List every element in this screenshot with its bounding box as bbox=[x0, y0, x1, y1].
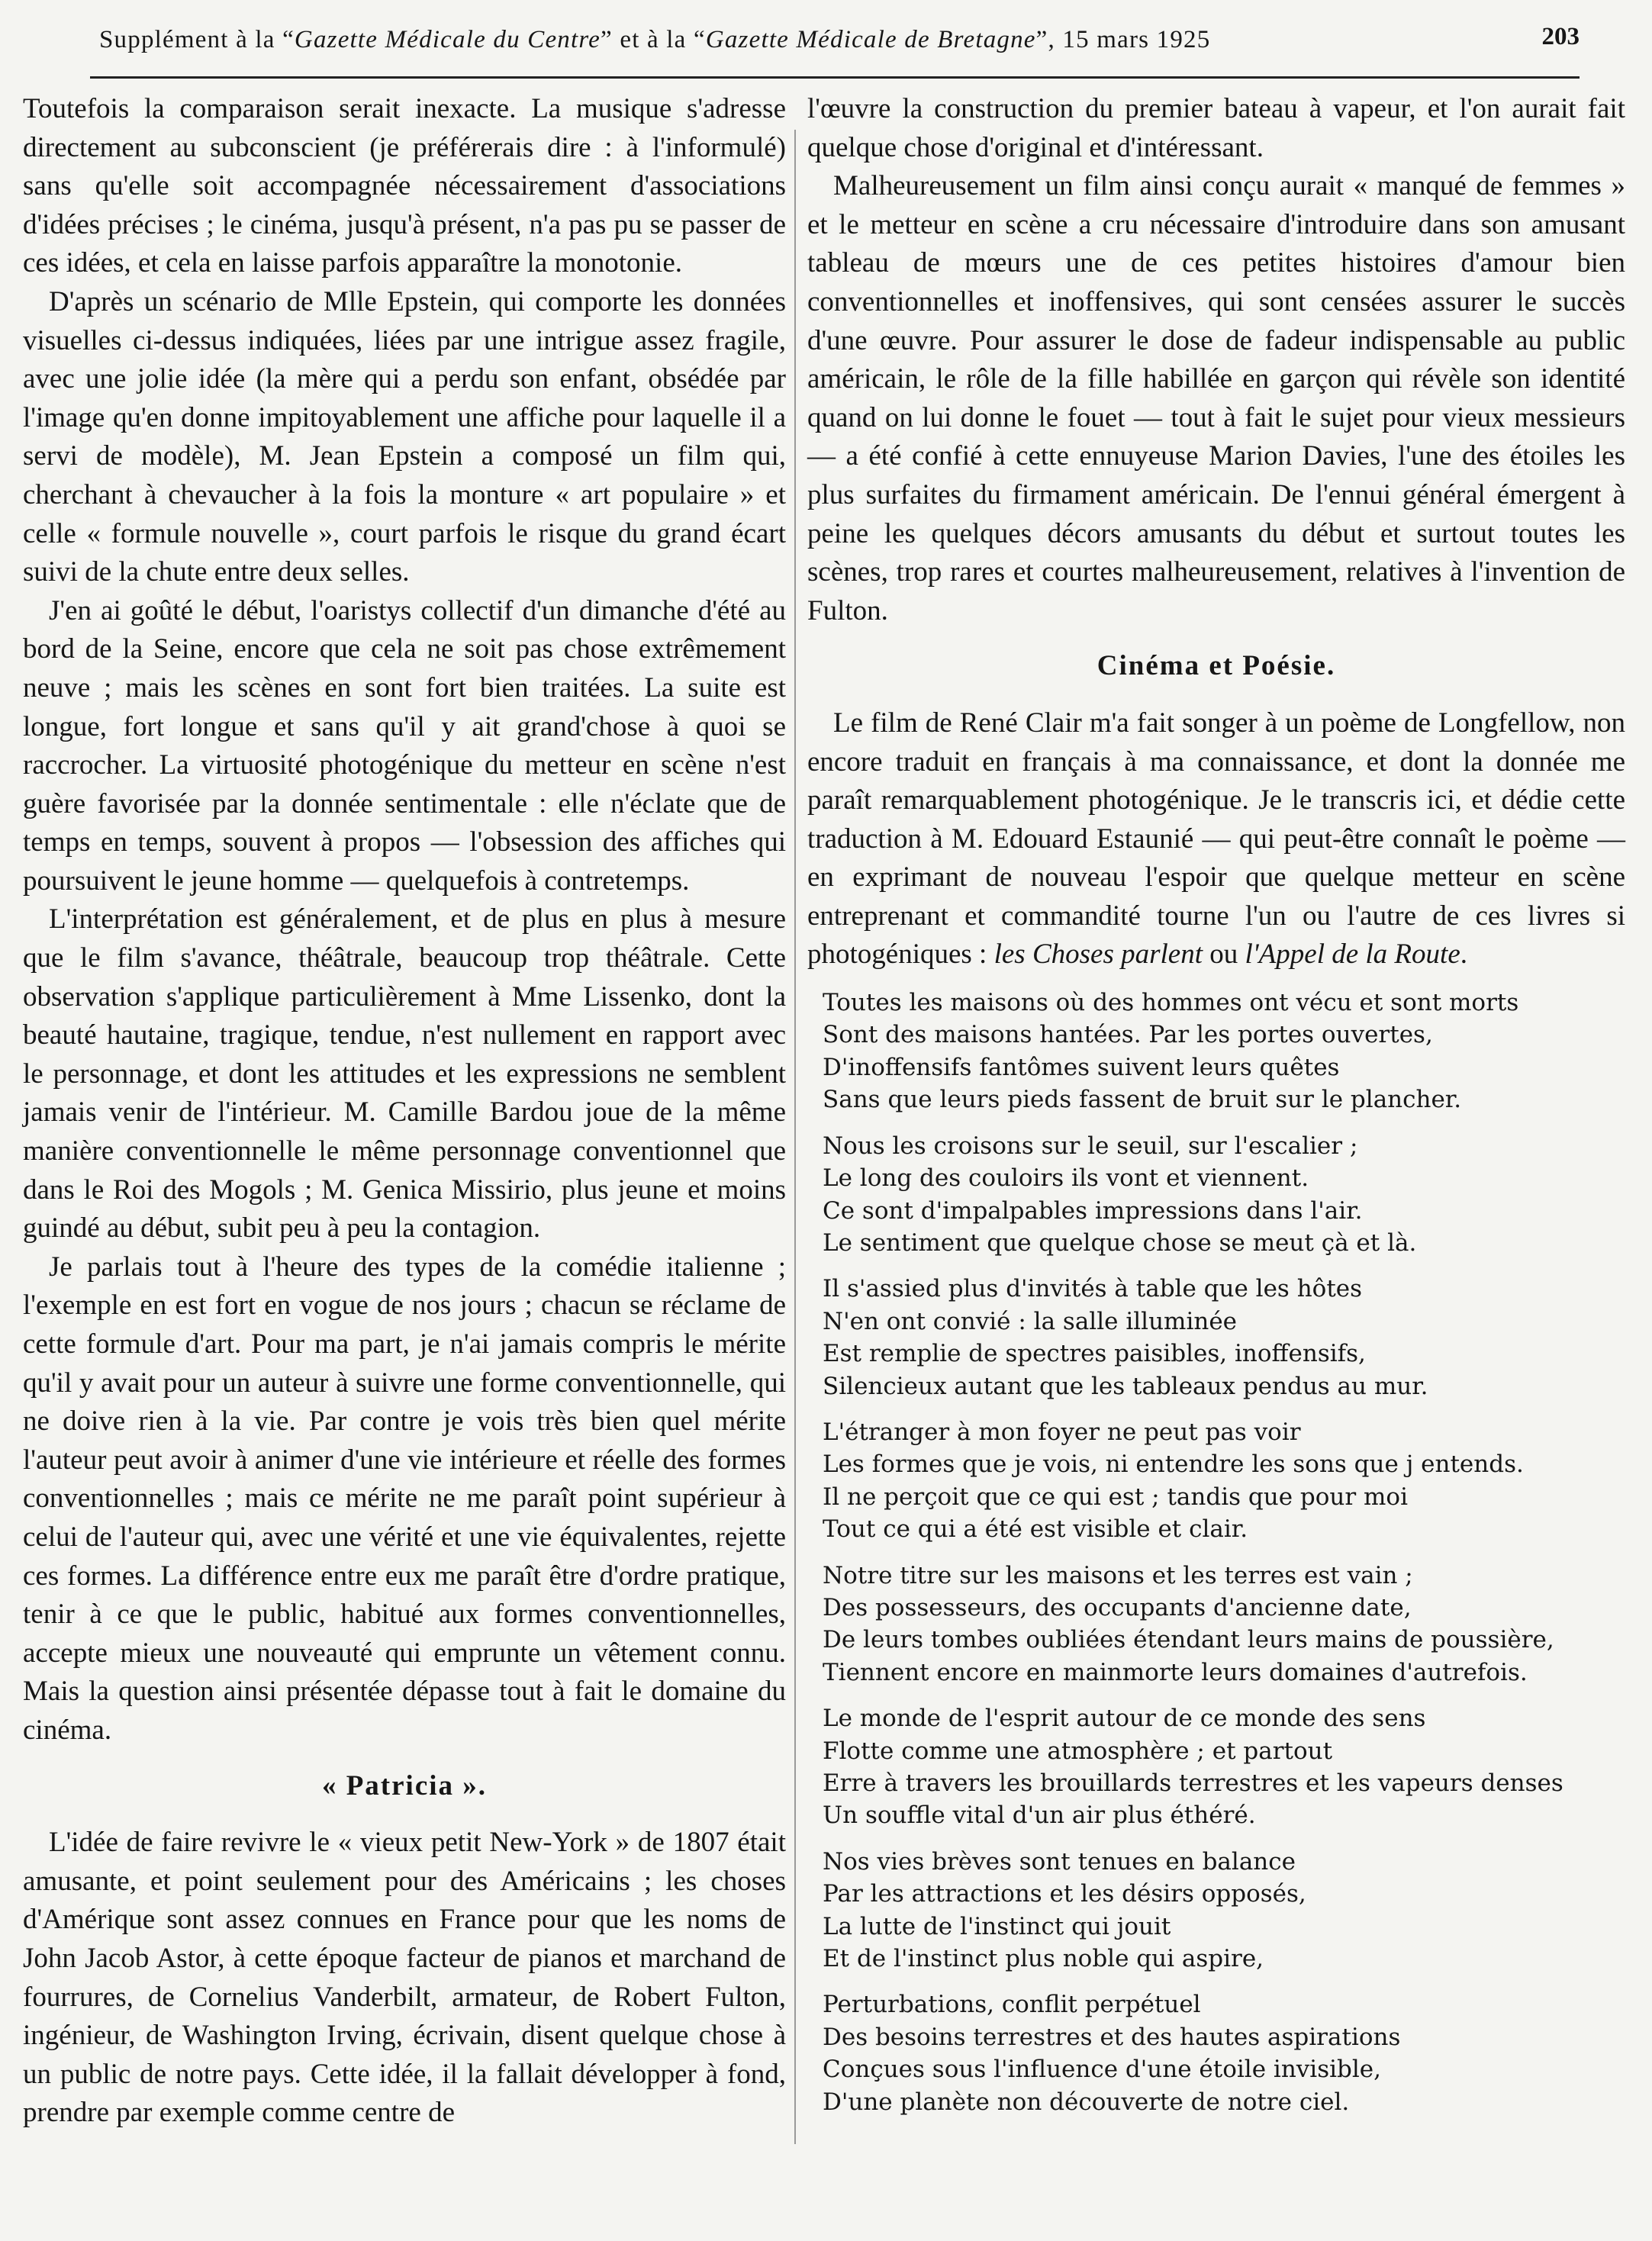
poem-stanza bbox=[823, 1416, 1625, 1546]
poem-verse: La lutte de l'instinct qui jouit bbox=[823, 1912, 1171, 1940]
poem-verse: N'en ont convié : la salle illuminée bbox=[823, 1307, 1238, 1335]
paragraph-intro-poem bbox=[807, 704, 1625, 974]
poem-verse: Tout ce qui a été est visible et clair. bbox=[823, 1515, 1248, 1544]
poem-stanza bbox=[823, 1273, 1625, 1402]
poem-verse: Les formes que je vois, ni entendre les sons que j entends. bbox=[823, 1451, 1524, 1479]
book-title: les Choses parlent bbox=[993, 939, 1203, 971]
poem-verse: Notre titre sur les maisons et les terres est vain ; bbox=[823, 1561, 1413, 1589]
poem-verse: De leurs tombes oubliées étendant leurs mains de poussière, bbox=[823, 1626, 1554, 1654]
poem-verse: Ce sont d'impalpables impressions dans l'air. bbox=[823, 1196, 1363, 1225]
poem-verse: Et de l'instinct plus noble qui aspire, bbox=[823, 1945, 1264, 1973]
poem-stanza bbox=[823, 1130, 1625, 1260]
poem-verse: Le monde de l'esprit autour de ce monde des sens bbox=[823, 1705, 1426, 1733]
poem-verse: Perturbations, conflit perpétuel bbox=[823, 1991, 1201, 2019]
issue-date: ”, 15 mars 1925 bbox=[1035, 26, 1211, 53]
journal-name-bretagne: Gazette Médicale de Bretagne bbox=[705, 26, 1036, 53]
running-header bbox=[90, 23, 1580, 79]
paragraph-text: . bbox=[1460, 939, 1467, 971]
paragraph: Malheureusement un film ainsi conçu aurait « manqué de femmes » et le metteur en scène a cru nécessaire d'introduire dans son amusant tableau de mœurs une de ces petites histoires d'amour bien conventionnelles et inoffensives, qui sont censées assurer le succès d'une œuvre. Pour assurer le dose de fadeur indispensable au public américain, le rôle de la fille habillée en garçon qui révèle son identité quand on lui donne le fouet — tout à fait le sujet pour vieux messieurs — a été confié à cette ennuyeuse Marion Davies, l'une des étoiles les plus surfaites du firmament américain. De l'ennui général émergent à peine les quelques décors amusants du début et surtout toutes les scènes, trop rares et courtes malheureusement, relatives à l'invention de Fulton. bbox=[807, 170, 1625, 626]
poem-verse: Par les attractions et les désirs opposés, bbox=[823, 1880, 1306, 1908]
paragraph-text: ou bbox=[1202, 939, 1245, 971]
poem-stanza bbox=[823, 1702, 1625, 1832]
poem-verse: Erre à travers les brouillards terrestres et les vapeurs denses bbox=[823, 1769, 1563, 1797]
poem bbox=[807, 987, 1625, 2118]
poem-verse: Toutes les maisons où des hommes ont vécu et sont morts bbox=[823, 989, 1519, 1017]
poem-verse: Le long des couloirs ils vont et viennent. bbox=[823, 1164, 1309, 1193]
poem-verse: Tiennent encore en mainmorte leurs domaines d'autrefois. bbox=[823, 1658, 1528, 1686]
poem-verse: L'étranger à mon foyer ne peut pas voir bbox=[823, 1418, 1301, 1446]
poem-stanza bbox=[823, 1846, 1625, 1975]
running-title bbox=[99, 26, 1210, 54]
paragraph-text: Le film de René Clair m'a fait songer à un poème de Longfellow, non encore traduit en français à ma connaissance, et dont la donnée me paraît remarquablement photogénique. Je le transcris ici, et dédie cette traduction à M. Edouard Estaunié — qui peut-être connaît le poème — en exprimant de nouveau l'espoir que quelque metteur en scène entreprenant et commandité tourne l'un ou l'autre de ces livres si photogéniques : bbox=[807, 707, 1625, 971]
poem-verse: D'inoffensifs fantômes suivent leurs quêtes bbox=[823, 1053, 1340, 1081]
poem-verse: Est remplie de spectres paisibles, inoffensifs, bbox=[823, 1340, 1366, 1368]
paragraph: J'en ai goûté le début, l'oaristys collectif d'un dimanche d'été au bord de la Seine, encore que cela ne soit pas chose extrêmement neuve ; mais les scènes en sont fort bien traitées. La suite est longue, fort longue et sans qu'il y ait grand'chose à quoi se raccrocher. La virtuosité photogénique du metteur en scène n'est guère favorisée par la donnée sentimentale : elle n'éclate que de temps en temps, souvent à propos — l'obsession des affiches qui poursuivent le jeune homme — quelquefois à contretemps. bbox=[23, 594, 786, 897]
book-title: l'Appel de la Route bbox=[1245, 939, 1460, 971]
poem-verse: D'une planète non découverte de notre ciel. bbox=[823, 2088, 1350, 2116]
column-rule bbox=[794, 130, 796, 2144]
poem-verse: Des besoins terrestres et des hautes aspirations bbox=[823, 2023, 1401, 2051]
poem-verse: Un souffle vital d'un air plus éthéré. bbox=[823, 1801, 1256, 1830]
page-number: 203 bbox=[1541, 23, 1580, 50]
paragraph: L'idée de faire revivre le « vieux petit New-York » de 1807 était amusante, et point seulement pour des Américains ; les choses d'Amérique sont assez connues en France pour que les noms de John Jacob Astor, à cette époque facteur de pianos et marchand de fourrures, de Cornelius Vanderbilt, armateur, de Robert Fulton, ingénieur, de Washington Irving, écrivain, disent quelque chose à un public de notre pays. Cette idée, il la fallait développer à fond, prendre par exemple comme centre de bbox=[23, 1827, 786, 2129]
poem-verse: Il ne perçoit que ce qui est ; tandis que pour moi bbox=[823, 1483, 1409, 1511]
poem-verse: Le sentiment que quelque chose se meut çà et là. bbox=[823, 1228, 1417, 1257]
journal-name-centre: Gazette Médicale du Centre bbox=[294, 26, 601, 53]
poem-stanza bbox=[823, 987, 1625, 1116]
right-column bbox=[807, 90, 1625, 2132]
paragraph: L'interprétation est généralement, et de plus en plus à mesure que le film s'avance, théâtrale, beaucoup trop théâtrale. Cette observation s'applique particulièrement à Mme Lissenko, dont la beauté hautaine, tragique, tendue, n'est nullement en rapport avec le personnage, et dont les attitudes et les expressions ne semblent jamais venir de l'intérieur. M. Camille Bardou joue de la même manière conventionnelle le même personnage conventionnel que dans le Roi des Mogols ; M. Genica Missirio, plus jeune et moins guindé au début, subit peu à peu la contagion. bbox=[23, 903, 786, 1244]
poem-verse: Sans que leurs pieds fassent de bruit sur le plancher. bbox=[823, 1086, 1462, 1114]
poem-verse: Nous les croisons sur le seuil, sur l'escalier ; bbox=[823, 1132, 1358, 1160]
paragraph: Toutefois la comparaison serait inexacte. La musique s'adresse directement au subconscient (je préférerais dire : à l'informulé) sans qu'elle soit accompagnée nécessairement d'associations d'idées précises ; le cinéma, jusqu'à présent, n'a pas pu se passer de ces idées, et cela en laisse parfois apparaître la monotonie. bbox=[23, 93, 786, 279]
poem-verse: Sont des maisons hantées. Par les portes ouvertes, bbox=[823, 1021, 1433, 1049]
poem-verse: Silencieux autant que les tableaux pendus au mur. bbox=[823, 1372, 1428, 1400]
paragraph: l'œuvre la construction du premier bateau à vapeur, et l'on aurait fait quelque chose d'original et d'intéressant. bbox=[807, 93, 1625, 163]
poem-stanza bbox=[823, 1560, 1625, 1689]
poem-verse: Flotte comme une atmosphère ; et partout bbox=[823, 1737, 1333, 1765]
section-title-patricia: « Patricia ». bbox=[321, 1769, 488, 1801]
section-title-cinema-poesie: Cinéma et Poésie. bbox=[1097, 650, 1336, 682]
paragraph: D'après un scénario de Mlle Epstein, qui comporte les données visuelles ci-dessus indiquées, liées par une intrigue assez fragile, avec une jolie idée (la mère qui a perdu son enfant, obsédée par l'image qu'en donne impitoyablement une affiche pour laquelle il a servi de modèle), M. Jean Epstein a composé un film qui, cherchant à chevaucher à la fois la monture « art populaire » et celle « formule nouvelle », court parfois le risque du grand écart suivi de la chute entre deux selles. bbox=[23, 285, 786, 588]
running-title-part: Supplément à la “ bbox=[99, 26, 295, 53]
poem-verse: Des possesseurs, des occupants d'ancienne date, bbox=[823, 1593, 1412, 1621]
poem-verse: Nos vies brèves sont tenues en balance bbox=[823, 1847, 1296, 1876]
poem-stanza bbox=[823, 1988, 1625, 2118]
paragraph: Je parlais tout à l'heure des types de la comédie italienne ; l'exemple en est fort en vogue de nos jours ; chacun se réclame de cette formule d'art. Pour ma part, je n'ai jamais compris le mérite qu'il y avait pour un auteur à suivre une forme conventionnelle, qui ne doive rien à la vie. Par contre je vois très bien quel mérite l'auteur peut avoir à animer d'une vie intérieure et réelle des formes conventionnelles ; mais ce mérite ne me paraît point supérieur à celui de l'auteur qui, avec une vérité et une vie équivalentes, rejette ces formes. La différence entre eux me paraît être d'ordre pratique, tenir à ce que le public, habitué aux formes conventionnelles, accepte mieux une nouveauté qui emprunte un vêtement connu. Mais la question ainsi présentée dépasse tout à fait le domaine du cinéma. bbox=[23, 1251, 786, 1746]
running-title-part: ” et à la “ bbox=[601, 26, 706, 53]
left-column bbox=[23, 90, 786, 2133]
poem-verse: Il s'assied plus d'invités à table que les hôtes bbox=[823, 1275, 1363, 1303]
poem-verse: Conçues sous l'influence d'une étoile invisible, bbox=[823, 2056, 1381, 2084]
